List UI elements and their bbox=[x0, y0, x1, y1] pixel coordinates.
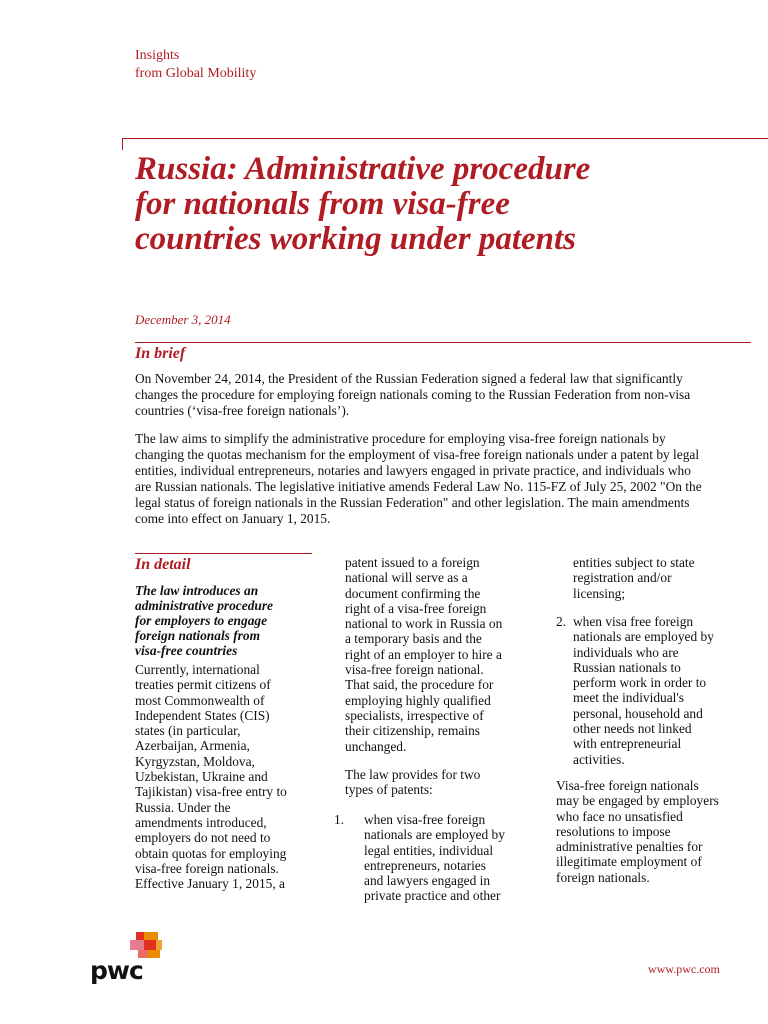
text-line: who face no unsatisfied bbox=[556, 808, 683, 824]
logo-block bbox=[130, 940, 144, 950]
text-line: Currently, international bbox=[135, 662, 260, 677]
text-line: visa-free foreign nationals. bbox=[135, 860, 279, 876]
text-line: patent issued to a foreign bbox=[345, 555, 480, 570]
in-brief-heading: In brief bbox=[135, 345, 186, 362]
logo-block bbox=[144, 940, 156, 950]
text-line: national will serve as a bbox=[345, 570, 468, 586]
text-line: unchanged. bbox=[345, 738, 407, 754]
text-line: right of a visa-free foreign bbox=[345, 600, 487, 616]
text-line: their citizenship, remains bbox=[345, 723, 480, 739]
text-line: changes the procedure for employing foreign nationals coming to the Russian Federation from non-visa bbox=[135, 387, 691, 402]
title-line: countries working under patents bbox=[135, 221, 577, 257]
in-brief-paragraph-1 bbox=[135, 371, 755, 419]
text-line: licensing; bbox=[573, 585, 626, 601]
text-line: entities subject to state bbox=[573, 555, 695, 570]
text-line: treaties permit citizens of bbox=[135, 677, 271, 693]
logo-block bbox=[136, 932, 144, 940]
list-item-number: 2. bbox=[556, 614, 567, 629]
title-line: for nationals from visa-free bbox=[135, 186, 510, 222]
list-item-continuation bbox=[573, 555, 695, 601]
text-line: entities, individual entrepreneurs, notaries and lawyers engaged in private practice, and individuals who bbox=[135, 463, 691, 478]
text-line: Tajikistan) visa-free entry to bbox=[135, 784, 287, 800]
text-line: activities. bbox=[573, 751, 625, 767]
text-line: administrative procedure bbox=[135, 598, 273, 613]
text-line: Uzbekistan, Ukraine and bbox=[135, 769, 268, 785]
title-rule bbox=[122, 138, 768, 139]
text-line: employers do not need to bbox=[135, 830, 271, 846]
text-line: document confirming the bbox=[345, 585, 481, 601]
text-line: types of patents: bbox=[345, 782, 433, 798]
text-line: changing the quotas mechanism for the employment of visa-free foreign nationals under a patent by legal bbox=[135, 447, 700, 462]
text-line: obtain quotas for employing bbox=[135, 845, 287, 861]
text-line: personal, household and bbox=[573, 705, 703, 721]
text-line: individuals who are bbox=[573, 644, 679, 660]
text-line: Kyrgyzstan, Moldova, bbox=[135, 753, 255, 769]
text-line: nationals are employed by bbox=[573, 629, 714, 645]
text-line: administrative penalties for bbox=[556, 839, 703, 855]
text-line: for employers to engage bbox=[135, 613, 268, 628]
publication-series bbox=[135, 47, 256, 83]
text-line: Russia. Under the bbox=[135, 799, 231, 815]
title-rule-tick bbox=[122, 138, 123, 150]
text-line: entrepreneurs, notaries bbox=[364, 857, 486, 873]
in-detail-heading: In detail bbox=[135, 556, 191, 573]
list-item bbox=[573, 614, 714, 767]
column-3-paragraph bbox=[556, 778, 719, 885]
text-line: foreign nationals. bbox=[556, 869, 650, 885]
series-line-1: Insights bbox=[135, 48, 180, 63]
text-line: On November 24, 2014, the President of the Russian Federation signed a federal law that significantly bbox=[135, 371, 683, 386]
footer-website-link[interactable]: www.pwc.com bbox=[648, 962, 720, 976]
text-line: visa-free foreign national. bbox=[345, 662, 484, 678]
text-line: may be engaged by employers bbox=[556, 793, 719, 809]
text-line: Independent States (CIS) bbox=[135, 707, 270, 723]
text-line: meet the individual's bbox=[573, 690, 685, 706]
text-line: are Russian nationals. The legislative initiative amends Federal Law No. 115-FZ of July 25, 2002 "On the bbox=[135, 479, 702, 494]
publication-date: December 3, 2014 bbox=[135, 312, 231, 327]
text-line: most Commonwealth of bbox=[135, 692, 265, 708]
text-line: when visa-free foreign bbox=[364, 812, 486, 827]
text-line: and lawyers engaged in bbox=[364, 873, 491, 889]
text-line: a temporary basis and the bbox=[345, 631, 482, 647]
text-line: other needs not linked bbox=[573, 721, 692, 737]
text-line: visa-free countries bbox=[135, 643, 238, 658]
logo-block bbox=[156, 940, 162, 950]
list-item-number: 1. bbox=[334, 812, 345, 827]
text-line: illegitimate employment of bbox=[556, 854, 702, 870]
text-line: legal status of foreign nationals in the Russian Federation" and other legislation. The main amendments bbox=[135, 495, 690, 510]
text-line: employing highly qualified bbox=[345, 692, 491, 708]
page-title bbox=[135, 152, 735, 257]
text-line: with entrepreneurial bbox=[573, 736, 682, 752]
text-line: private practice and other bbox=[364, 888, 501, 904]
text-line: countries (‘visa-free foreign nationals’). bbox=[135, 403, 350, 418]
text-line: registration and/or bbox=[573, 570, 672, 586]
text-line: The law provides for two bbox=[345, 767, 481, 782]
text-line: foreign nationals from bbox=[135, 628, 261, 643]
text-line: Azerbaijan, Armenia, bbox=[135, 738, 250, 754]
logo-block bbox=[148, 950, 160, 958]
text-line: specialists, irrespective of bbox=[345, 707, 484, 723]
text-line: amendments introduced, bbox=[135, 814, 267, 830]
column-2-paragraph-2 bbox=[345, 767, 480, 798]
text-line: when visa free foreign bbox=[573, 614, 694, 629]
text-line: right of an employer to hire a bbox=[345, 646, 502, 662]
text-line: The law aims to simplify the administrative procedure for employing visa-free foreign nationals by bbox=[135, 431, 666, 446]
text-line: states (in particular, bbox=[135, 723, 241, 739]
text-line: Effective January 1, 2015, a bbox=[135, 876, 285, 892]
logo-block bbox=[144, 932, 158, 940]
in-brief-rule bbox=[135, 342, 751, 343]
list-item bbox=[364, 812, 505, 904]
in-brief-paragraph-2 bbox=[135, 431, 755, 527]
column-1-paragraph bbox=[135, 662, 287, 891]
title-line: Russia: Administrative procedure bbox=[135, 151, 591, 187]
pwc-logo-text: pwc bbox=[90, 956, 143, 985]
text-line: resolutions to impose bbox=[556, 823, 671, 839]
text-line: national to work in Russia on bbox=[345, 616, 503, 632]
text-line: perform work in order to bbox=[573, 675, 707, 691]
text-line: That said, the procedure for bbox=[345, 677, 494, 693]
in-detail-rule bbox=[135, 553, 312, 554]
column-2-paragraph-1 bbox=[345, 555, 502, 754]
text-line: Russian nationals to bbox=[573, 659, 681, 675]
text-line: come into effect on January 1, 2015. bbox=[135, 511, 331, 526]
series-line-2: from Global Mobility bbox=[135, 66, 257, 81]
text-line: Visa-free foreign nationals bbox=[556, 778, 699, 793]
text-line: nationals are employed by bbox=[364, 827, 505, 843]
section-subheading bbox=[135, 583, 315, 658]
text-line: The law introduces an bbox=[135, 583, 259, 598]
text-line: legal entities, individual bbox=[364, 842, 494, 858]
